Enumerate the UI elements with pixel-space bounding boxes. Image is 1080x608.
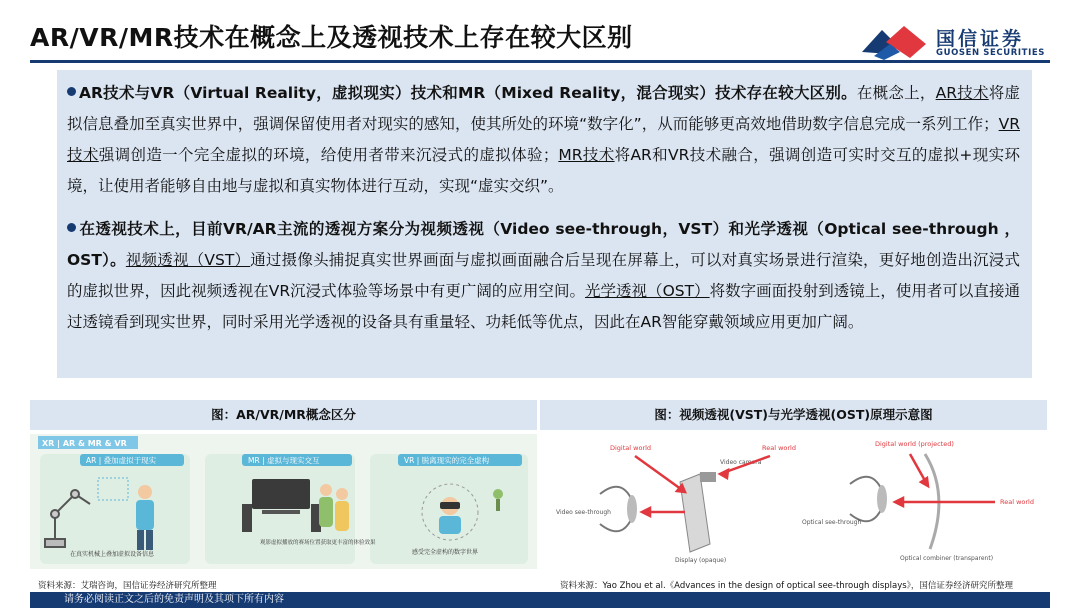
label-real-world: Real world	[762, 444, 796, 452]
guosen-logo-icon	[860, 22, 930, 62]
source-note-right: 资料来源：Yao Zhou et al.《Advances in the design of optical see-through displays》，国信证券经济研究所整理	[560, 581, 1013, 591]
ar-label: AR | 叠加虚拟于现实	[86, 456, 157, 465]
label-video-camera: Video camera	[720, 459, 762, 466]
para2-lead: 在透视技术上，目前VR/AR主流的透视方案分为视频透视（Video see-through，VST）和光学透视（Optical see-through ，OST）。	[67, 220, 1020, 269]
vr-caption: 感受完全虚构的数字世界	[412, 549, 479, 556]
paragraph-concept	[67, 78, 1020, 202]
label-optical-see-through: Optical see-through	[802, 519, 862, 526]
xr-header: XR | AR & MR & VR	[42, 439, 127, 448]
figure-left-title: 图：AR/VR/MR概念区分	[30, 400, 537, 430]
label-digital-world-projected: Digital world (projected)	[875, 440, 954, 448]
para2-text-a: 通过摄像头捕捉真实世界画面与虚拟画面融合后呈现在屏幕上，可以对真实场景进行渲染，更好地创造出沉浸式的虚拟世界，因此视频透视在VR沉浸式体验等场景中有更广阔的应用空间。	[67, 251, 1020, 300]
summary-box	[57, 70, 1032, 378]
video-camera-icon	[700, 472, 716, 482]
label-digital-world: Digital world	[610, 444, 652, 452]
logo-chinese-name: 国信证券	[936, 28, 1025, 50]
ost-arrows	[895, 454, 995, 506]
term-vr-technology: VR技术	[67, 115, 1020, 164]
label-real-world-ost: Real world	[1000, 498, 1034, 506]
term-ost: 光学透视（OST）	[584, 282, 710, 300]
disclaimer-footer: 请务必阅读正文之后的免责声明及其项下所有内容	[30, 592, 1050, 608]
eye-icon	[850, 477, 887, 522]
bullet-dot	[67, 87, 76, 96]
para1-text-b: 将虚拟信息叠加至真实世界中，强调保留使用者对现实的感知，使其所处的环境“数字化”，从而能够更高效地借助数字信息完成一系列工作；	[67, 84, 1020, 133]
para1-lead: AR技术与VR（Virtual Reality，虚拟现实）技术和MR（Mixed Reality，混合现实）技术存在较大区别。	[79, 84, 857, 102]
para2-text-b: 将数字画面投射到透镜上，使用者可以直接通过透镜看到现实世界，同时采用光学透视的设备具有重量轻、功耗低等优点，因此在AR智能穿戴领域应用更加广阔。	[67, 282, 1020, 331]
para1-text-a: 在概念上，	[856, 84, 936, 102]
bullet-dot	[67, 223, 76, 232]
label-optical-combiner: Optical combiner (transparent)	[900, 555, 994, 562]
concept-illustration	[30, 434, 537, 569]
mr-caption: 观影虚拟播放的赛场位置获取更丰富的体验效果	[260, 540, 376, 546]
source-note-left: 资料来源：艾瑞咨询，国信证券经济研究所整理	[38, 581, 217, 591]
label-video-see-through: Video see-through	[556, 509, 611, 516]
see-through-diagram	[540, 434, 1047, 569]
figure-right-title: 图：视频透视(VST)与光学透视(OST)原理示意图	[540, 400, 1047, 430]
guosen-logo	[860, 22, 1050, 62]
ar-caption: 在真实机械上叠加虚拟设备信息	[70, 551, 155, 558]
term-ar-technology: AR技术	[935, 84, 989, 102]
page-title: AR/VR/MR技术在概念上及透视技术上存在较大区别	[30, 23, 633, 52]
term-vst: 视频透视（VST）	[125, 251, 251, 269]
ar-vr-mr-concept-figure	[30, 434, 537, 569]
vr-label: VR | 脱离现实的完全虚构	[404, 456, 490, 465]
logo-english-name: GUOSEN SECURITIES	[936, 48, 1045, 58]
para1-text-d: 将AR和VR技术融合，强调创造可实时交互的虚拟+现实环境，让使用者能够自由地与虚拟和真实物体进行互动，实现“虚实交织”。	[67, 146, 1020, 195]
label-display-opaque: Display (opaque)	[675, 557, 727, 564]
term-mr-technology: MR技术	[558, 146, 615, 164]
para1-text-c: 强调创造一个完全虚拟的环境，给使用者带来沉浸式的虚拟体验；	[98, 146, 559, 164]
mr-label: MR | 虚拟与现实交互	[248, 456, 320, 465]
vst-ost-principle-figure	[540, 434, 1047, 569]
paragraph-see-through	[67, 214, 1020, 338]
